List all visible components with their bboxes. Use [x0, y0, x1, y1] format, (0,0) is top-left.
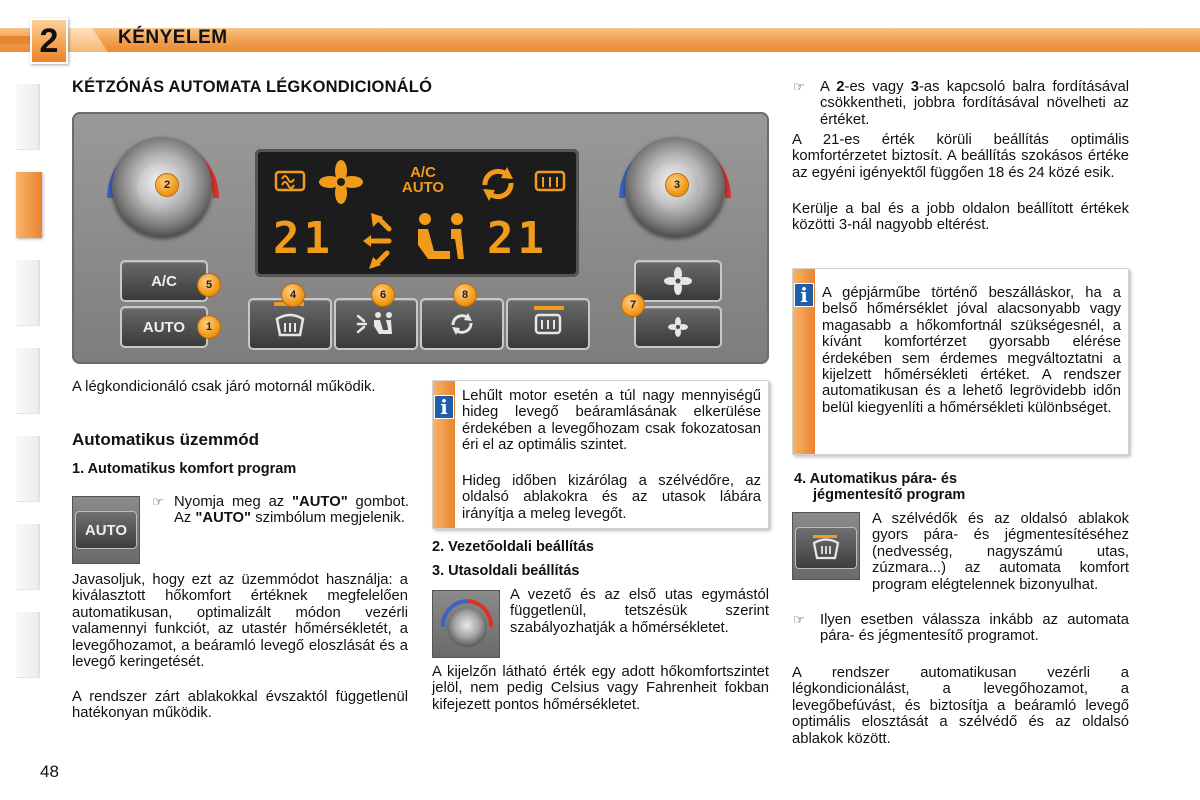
item3-title: 3. Utasoldali beállítás — [432, 563, 580, 579]
side-tab-3[interactable] — [16, 260, 40, 326]
knob-thumbnail — [432, 590, 500, 658]
info-entry-text: A gépjárműbe történő beszálláskor, ha a belső hőmérséklet jóval alacsonyabb vagy magasabb a hőkomfortnál szükségesnél, a kívánt komfortérzet gyorsabb elérése érdekében sem érdemes megváltoztatni a kijelzett hőmérsékleti értéket. A rendszer automatikusan és a lehető legrövidebb időn belül kiegyenlíti a hőmérsékleti különbséget. — [822, 285, 1121, 416]
display-ac-text: A/C — [410, 164, 436, 181]
auto-mode-title: Automatikus üzemmód — [72, 430, 260, 449]
auto-control-text: A rendszer automatikusan vezérli a légkondicionálást, a levegőhozamot, a levegőbefúvást, és biztosítja a beáramló levegő optimális elosztását a szélvédő és az oldalsó ablakok között. — [792, 665, 1129, 747]
switch-3: 3 — [910, 79, 919, 95]
windscreen-defrost-icon — [273, 311, 307, 337]
auto-button-thumbnail — [72, 496, 140, 564]
setting-21-text: A 21-es érték körüli beállítás optimális komfortérzetet biztosít. A beállítás szokásos értéke az egyéni igényektől függően 18 és 24 közé esik. — [792, 132, 1129, 181]
display-auto-text: AUTO — [401, 179, 445, 196]
bullet-icon: ☞ — [793, 79, 805, 94]
display-left-temp: 21 — [273, 213, 334, 264]
airflow-button[interactable] — [334, 298, 418, 350]
switch-suffix: -as kapcsoló balra fordításával csökkentheti, jobbra fordításával növelheti az értéket. — [820, 79, 1129, 128]
fan-small-icon — [667, 316, 689, 338]
switch-prefix: A — [820, 79, 837, 95]
press-suffix: szimbólum megjelenik. — [251, 510, 405, 527]
callout-2: 2 — [156, 174, 178, 196]
callout-7: 7 — [622, 294, 644, 316]
independent-text: A vezető és az első utas egymástól függetlenül, tetszésük szerint szabályozhatják a hőmérsékletet. — [510, 587, 769, 636]
item1-title: 1. Automatikus komfort program — [72, 461, 297, 477]
press-auto-1: "AUTO" — [292, 494, 348, 510]
main-title: KÉTZÓNÁS AUTOMATA LÉGKONDICIONÁLÓ — [72, 78, 433, 96]
side-tab-2-active[interactable] — [16, 172, 42, 238]
side-tab-5[interactable] — [16, 436, 40, 502]
closed-windows-text: A rendszer zárt ablakokkal évszaktól függetlenül hatékonyan működik. — [72, 689, 408, 722]
side-tab-7[interactable] — [16, 612, 40, 678]
climate-control-panel — [72, 112, 769, 364]
info-icon: i — [434, 395, 454, 419]
auto-button[interactable]: AUTO — [120, 306, 208, 348]
airflow-display-icon — [363, 211, 473, 269]
callout-1: 1 — [198, 316, 220, 338]
press-mid: gombot. Az — [174, 494, 410, 527]
side-tab-6[interactable] — [16, 524, 40, 590]
thumb-defrost-indicator — [813, 535, 837, 538]
bullet-icon: ☞ — [152, 494, 164, 509]
page-number: 48 — [40, 762, 59, 781]
callout-4: 4 — [282, 284, 304, 306]
defrost-text: A szélvédők és az oldalsó ablakok gyors pára- és jégmentesítéséhez (nedvesség, nagyszámú utas, zúzmara...) az automata komfort program elégtelennek bizonyulhat. — [872, 511, 1129, 593]
item4-title-line2: jégmentesítő program — [813, 487, 966, 503]
display-value-text: A kijelzőn látható érték egy adott hőkomfortszintet jelöl, nem pedig Celsius vagy Fahrenheit fokban kifejezett pontos hőmérsékletet. — [432, 664, 769, 713]
display-ac-auto — [393, 165, 453, 195]
item4-title-line1: 4. Automatikus pára- és — [794, 471, 958, 487]
front-defrost-display-icon — [533, 169, 567, 193]
fan-decrease-button[interactable] — [634, 306, 722, 348]
press-auto-2: "AUTO" — [195, 510, 252, 527]
bullet-icon: ☞ — [793, 612, 805, 627]
switch-2: 2 — [836, 79, 845, 95]
chapter-badge — [30, 18, 68, 64]
side-tab-4[interactable] — [16, 348, 40, 414]
chapter-number: 2 — [39, 21, 59, 60]
side-tabs — [16, 84, 42, 720]
switch-text — [820, 79, 1129, 128]
info-icon: i — [794, 283, 814, 307]
thumb-auto-button: AUTO — [75, 511, 137, 549]
info-cold-engine-text: Lehűlt motor esetén a túl nagy mennyiségű hideg levegő beáramlásának elkerülése érdekében a levegőhozam csak fokozatosan éri el az optimális szintet. — [462, 388, 761, 454]
recirculation-display-icon — [477, 163, 519, 205]
recommend-text: Javasoljuk, hogy ezt az üzemmódot használja: a kiválasztott hőkomfort értéknek megfelelően automatikusan, optimalizált módon vezérli valamennyi funkciót, az utastér hőmérsékletét, a levegőhozamot, a beáramló levegő eloszlását és a levegő keringetését. — [72, 572, 408, 671]
rear-window-defrost-icon — [533, 312, 563, 336]
avoid-text: Kerülje a bal és a jobb oldalon beállított értékek közötti 3-nál nagyobb eltérést. — [792, 201, 1129, 234]
fan-display-icon — [317, 159, 365, 205]
ac-button[interactable]: A/C — [120, 260, 208, 302]
air-distribution-icon — [356, 310, 396, 338]
switch-mid: -es vagy — [844, 79, 911, 95]
instead-text: Ilyen esetben válassza inkább az automata pára- és jégmentesítő programot. — [820, 612, 1129, 645]
rear-defrost-indicator-bar — [534, 306, 564, 310]
thumb-defrost-button — [795, 527, 857, 569]
callout-5: 5 — [198, 274, 220, 296]
info-cold-weather-text: Hideg időben kizárólag a szélvédőre, az oldalsó ablakokra és az utasok lábára irányítja a meleg levegőt. — [462, 473, 761, 522]
press-auto-text — [174, 494, 409, 527]
press-prefix: Nyomja meg az — [174, 494, 293, 510]
item2-title: 2. Vezetőoldali beállítás — [432, 539, 594, 555]
climate-display — [255, 149, 579, 277]
defrost-button-thumbnail — [792, 512, 860, 580]
display-right-temp: 21 — [487, 213, 548, 264]
thumb-knob — [447, 607, 487, 647]
fan-large-icon — [664, 267, 692, 295]
callout-8: 8 — [454, 284, 476, 306]
thumb-defrost-icon — [811, 536, 841, 560]
intro-text: A légkondicionáló csak járó motornál működik. — [72, 379, 376, 395]
callout-3: 3 — [666, 174, 688, 196]
fan-increase-button[interactable] — [634, 260, 722, 302]
recirculation-icon — [448, 310, 476, 338]
chapter-title: KÉNYELEM — [118, 27, 228, 48]
callout-6: 6 — [372, 284, 394, 306]
rear-defrost-display-icon — [273, 169, 307, 193]
side-tab-1[interactable] — [16, 84, 40, 150]
